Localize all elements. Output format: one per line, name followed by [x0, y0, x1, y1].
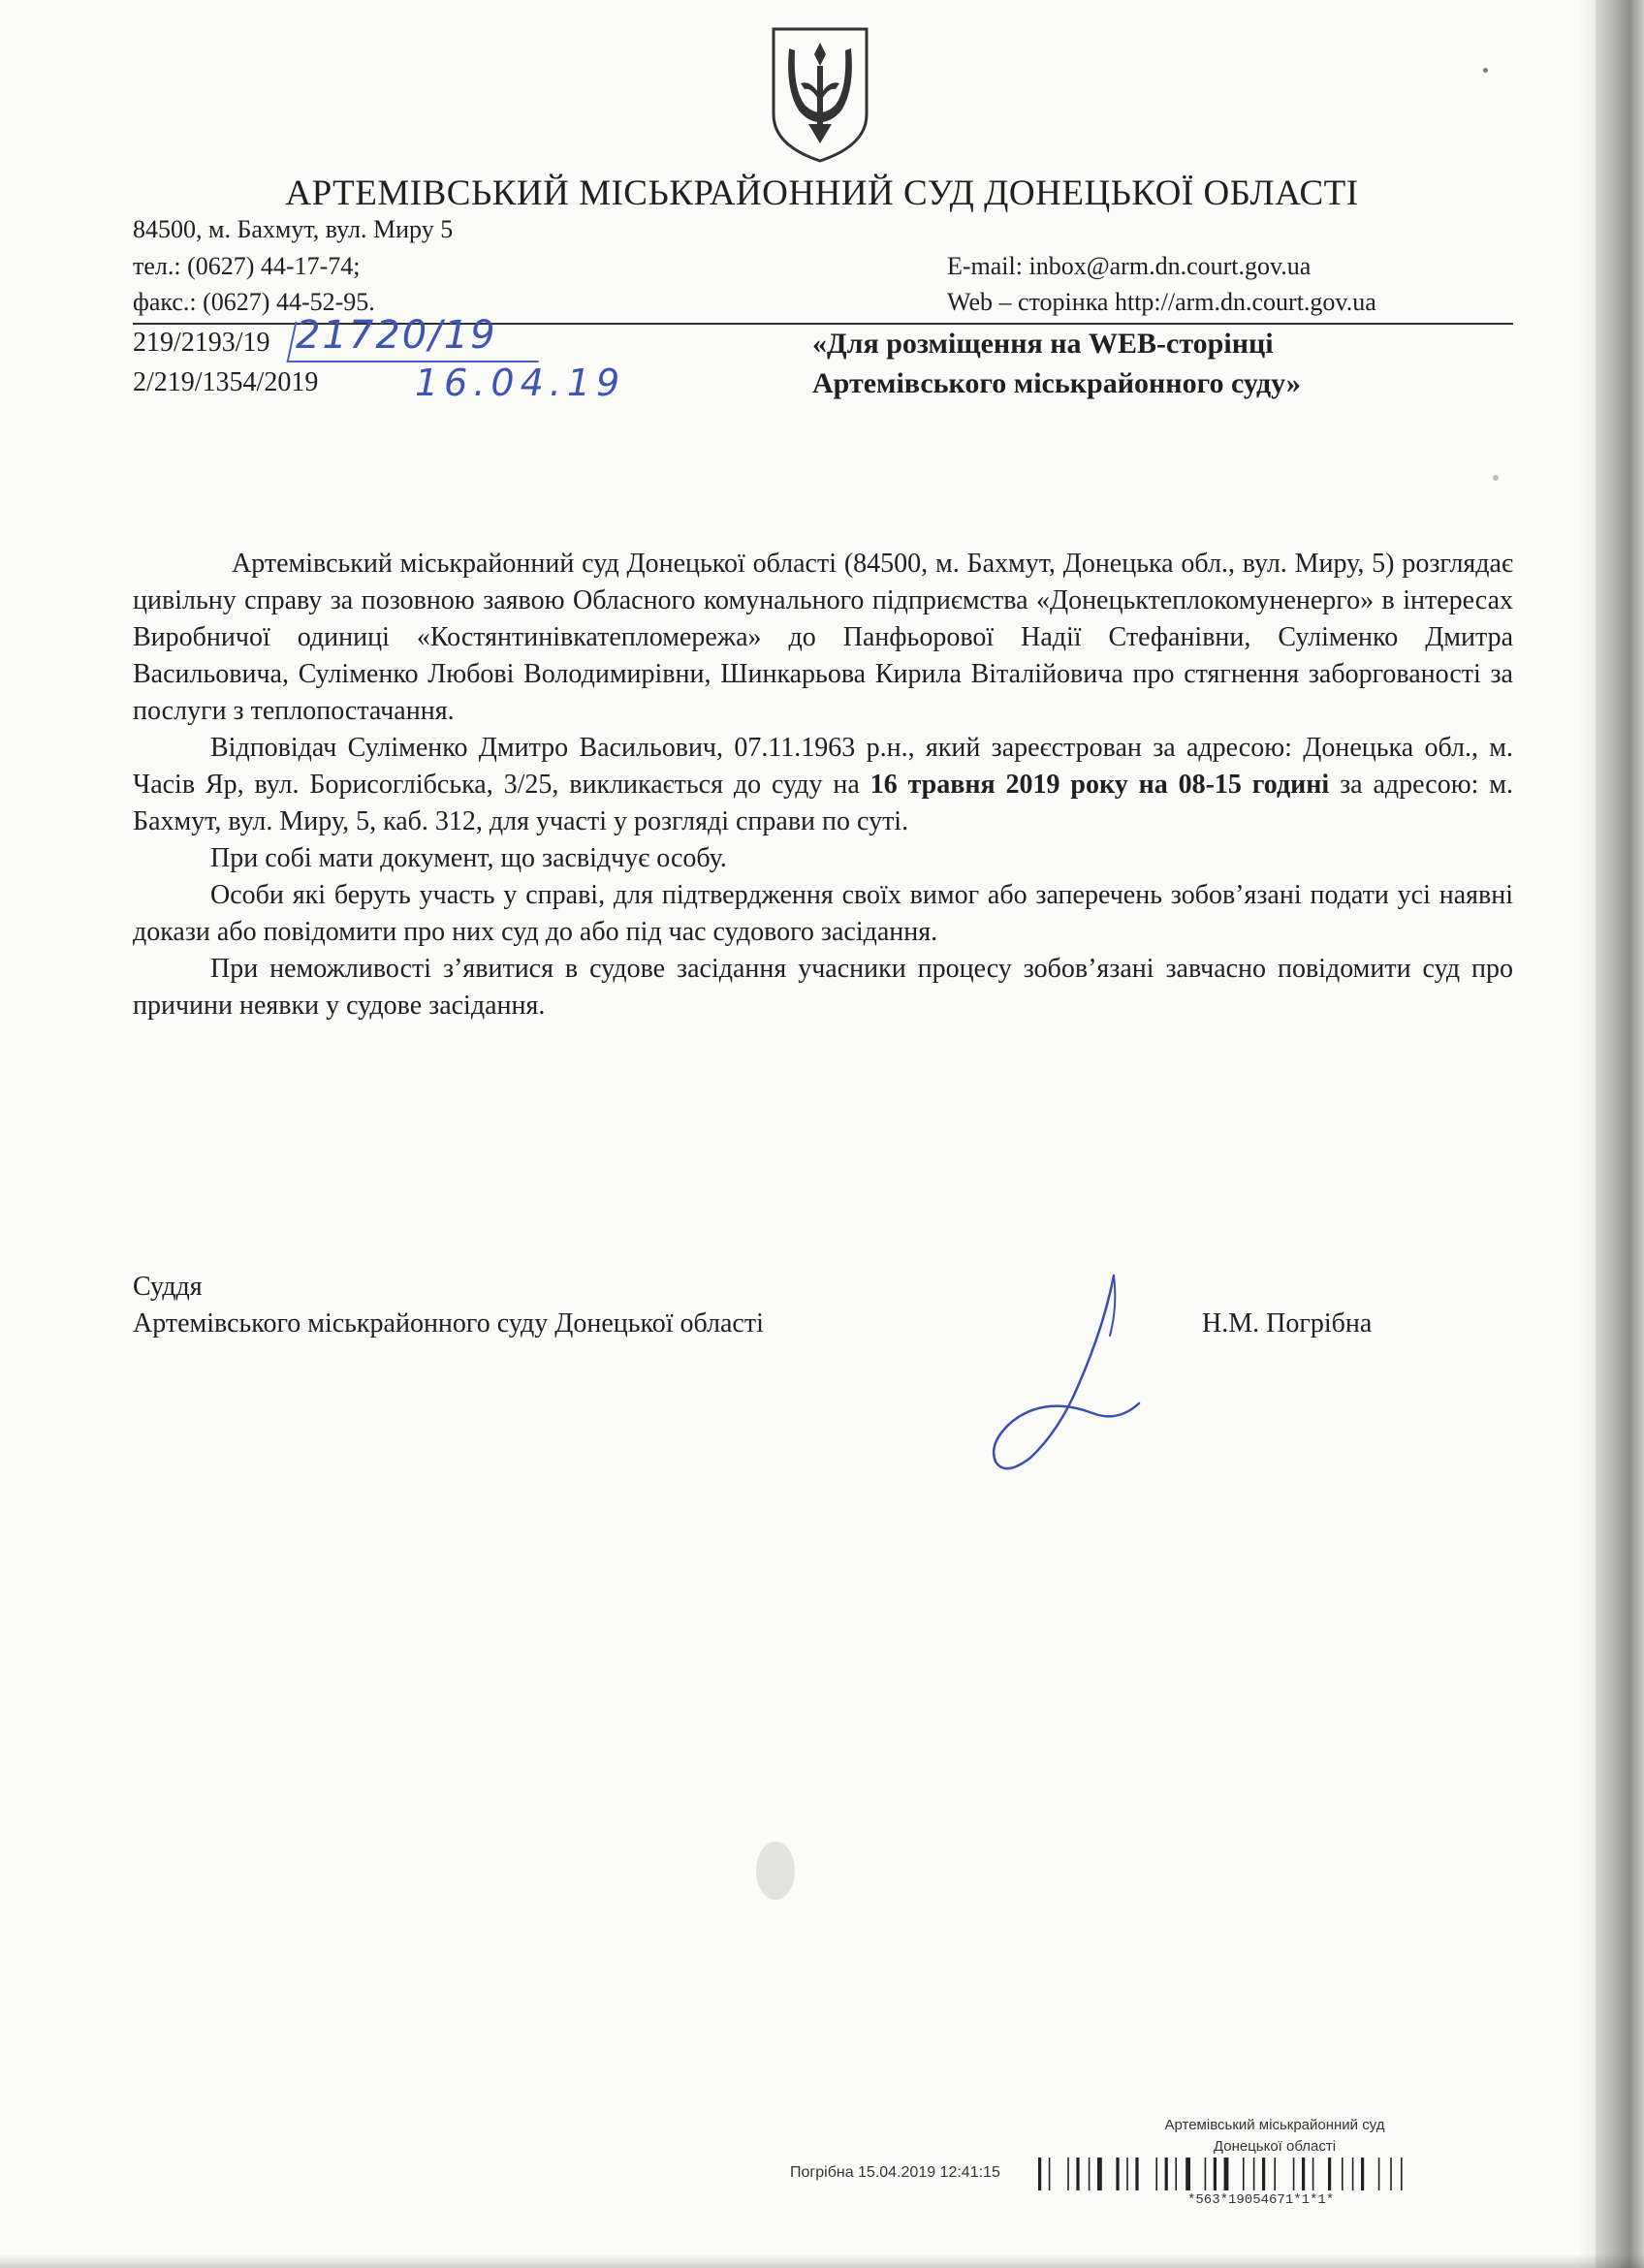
barcode-bar: [1274, 2158, 1276, 2190]
paragraph-summons: [133, 730, 1513, 840]
proceeding-number: 2/219/1354/2019: [133, 367, 319, 397]
judge-court: Артемівського міськрайонного суду Донецької області: [133, 1308, 764, 1339]
barcode-bar: [1293, 2158, 1295, 2190]
summons-location: за адресою: м. Бахмут, вул. Миру, 5, каб. 312, для участі у розгляді справи по суті.: [133, 770, 1513, 836]
barcode-bar: [1135, 2158, 1138, 2190]
scan-shadow: [1578, 0, 1596, 2268]
coat-of-arms-icon: [766, 21, 874, 167]
handwritten-date: 16.04.19: [415, 362, 626, 404]
court-email: E-mail: inbox@arm.dn.court.gov.ua: [947, 252, 1312, 280]
barcode-bar: [1328, 2158, 1331, 2190]
paragraph-evidence: Особи які беруть участь у справі, для підтвердження своїх вимог або заперечень зобов’язані подати усі наявні докази або повідомити про них суд до або під час судового засідання.: [133, 880, 1513, 947]
registry-stamp-signed: Погрібна 15.04.2019 12:41:15: [790, 2164, 1000, 2181]
notice-body: [133, 546, 1513, 1024]
barcode-bar: [1155, 2158, 1157, 2190]
barcode-bar: [1312, 2158, 1314, 2190]
barcode-bar: [1361, 2158, 1364, 2190]
web-placement-note-line1: «Для розміщення на WEB-сторінці: [812, 328, 1274, 360]
paragraph-case-description: Артемівський міськрайонний суд Донецької області (84500, м. Бахмут, Донецька обл., вул. Миру, 5) розглядає цивільну справу за позовною заявою Обласного комунального підприємства «Донецьктеплокомуненерго» в інтересах Виробничої одиниці «Костянтинівкатепломережа» до Панфьорової Надії Стефанівни, Суліменко Дмитра Васильовича, Суліменко Любові Володимирівни, Шинкарьова Кирила Віталійовича про стягнення заборгованості за послуги з теплопостачання.: [133, 549, 1513, 726]
registry-stamp-court: Артемівський міськрайонний суд: [1164, 2117, 1385, 2133]
court-title: АРТЕМІВСЬКИЙ МІСЬКРАЙОННИЙ СУД ДОНЕЦЬКОЇ ОБЛАСТІ: [285, 173, 1359, 213]
registry-stamp-region: Донецької області: [1213, 2138, 1337, 2155]
barcode-bar: [1243, 2158, 1245, 2190]
court-phone: тел.: (0627) 44-17-74;: [133, 252, 361, 280]
speck: [756, 1842, 795, 1900]
barcode-bar: [1224, 2158, 1229, 2190]
barcode-bar: [1378, 2158, 1380, 2190]
barcode-bar: [1126, 2158, 1128, 2190]
registry-barcode: [1038, 2158, 1513, 2190]
judge-name: Н.М. Погрібна: [1202, 1308, 1373, 1339]
speck: [1483, 68, 1488, 73]
speck: [1493, 475, 1499, 481]
barcode-bar: [1097, 2158, 1102, 2190]
handwritten-incoming-number: 21720/19: [296, 313, 497, 358]
paragraph-absence: При неможливості з’явитися в судове засідання учасники процесу зобов’язані завчасно повідомити суд про причини неявки у судове засідання.: [133, 954, 1513, 1021]
court-fax: факс.: (0627) 44-52-95.: [133, 288, 375, 316]
hearing-date-time: 16 травня 2019 року на 08-15 годині: [869, 770, 1330, 800]
paragraph-id-document: При собі мати документ, що засвідчує особу.: [210, 843, 727, 873]
judge-signature: [984, 1268, 1149, 1481]
barcode-bar: [1089, 2158, 1091, 2190]
barcode-bar: [1067, 2158, 1069, 2190]
barcode-bar: [1214, 2158, 1217, 2190]
barcode-bar: [1205, 2158, 1207, 2190]
barcode-bar: [1342, 2158, 1344, 2190]
case-number: 219/2193/19: [133, 328, 270, 358]
barcode-bar: [1390, 2158, 1392, 2190]
barcode-bar: [1038, 2158, 1041, 2190]
barcode-bar: [1262, 2158, 1265, 2190]
scan-edge: [1596, 0, 1644, 2268]
barcode-bar: [1049, 2158, 1051, 2190]
barcode-bar: [1302, 2158, 1305, 2190]
registry-barcode-text: *563*19054671*1*1*: [1187, 2192, 1335, 2208]
court-website: Web – сторінка http://arm.dn.court.gov.ua: [947, 288, 1376, 316]
barcode-bar: [1076, 2158, 1079, 2190]
summons-text: Відповідач Суліменко Дмитро Васильович, 07.11.1963 р.н., який зареєстрован за адресою: Донецька обл., м. Часів Яр, вул. Борисоглібська, 3/25, викликається до суду на: [133, 733, 1513, 800]
scan-bottom-shadow: [0, 2254, 1644, 2268]
barcode-bar: [1186, 2158, 1190, 2190]
web-placement-note-line2: Артемівського міськрайонного суду»: [812, 367, 1301, 399]
barcode-bar: [1116, 2158, 1119, 2190]
barcode-bar: [1401, 2158, 1403, 2190]
barcode-bar: [1253, 2158, 1255, 2190]
judge-label: Суддя: [133, 1272, 203, 1302]
court-address: 84500, м. Бахмут, вул. Миру 5: [133, 215, 454, 243]
barcode-bar: [1352, 2158, 1354, 2190]
barcode-bar: [1165, 2158, 1168, 2190]
barcode-bar: [1175, 2158, 1177, 2190]
